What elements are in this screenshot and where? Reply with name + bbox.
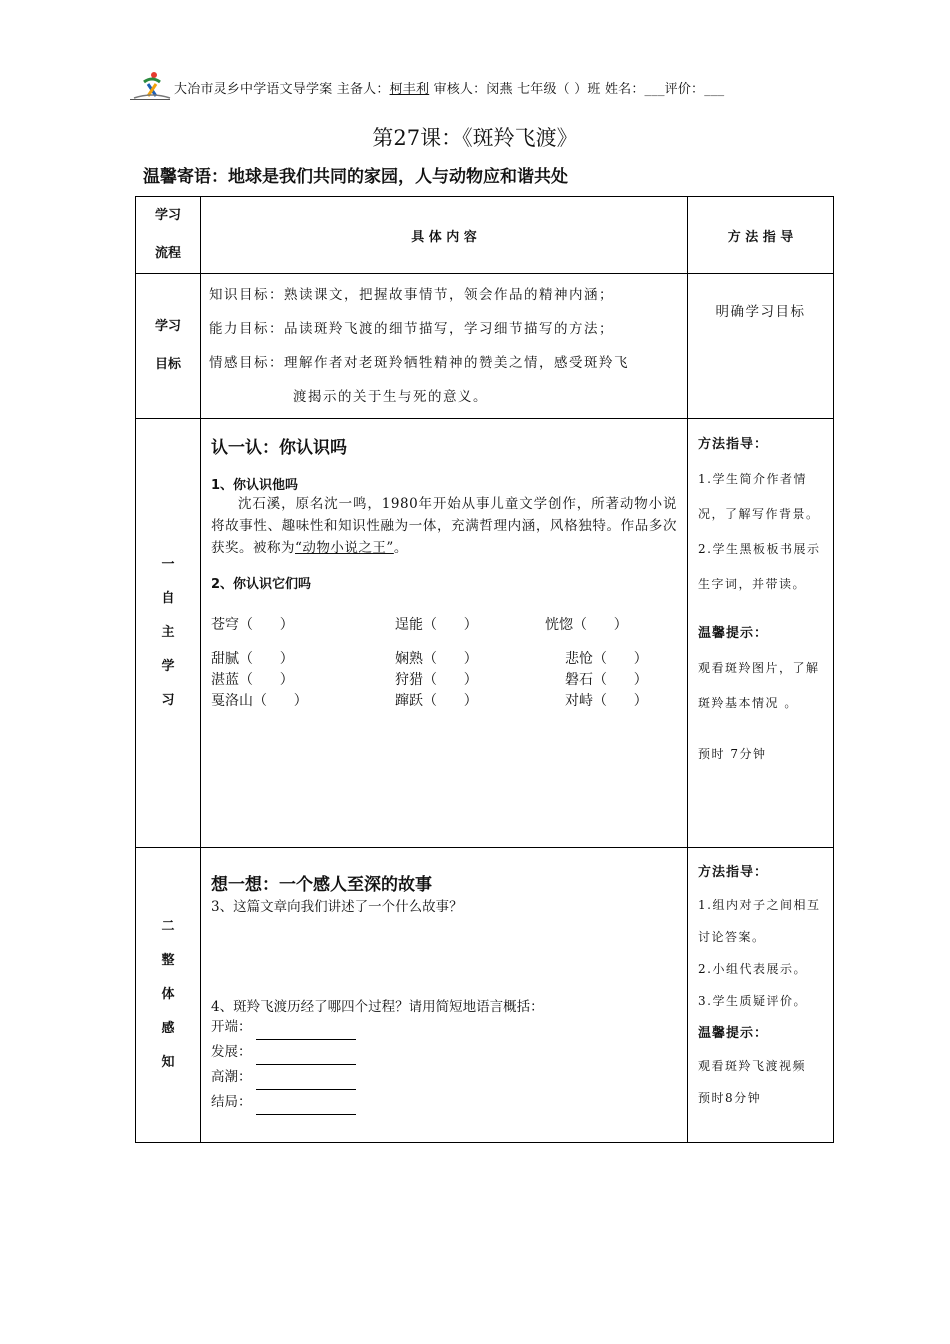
col-header-content: 具 体 内 容 <box>201 197 688 274</box>
method-item: 2.小组代表展示。 <box>698 962 807 976</box>
section1-heading: 认一认：你认识吗 <box>211 438 347 458</box>
stage-start: 开端： <box>211 1015 677 1040</box>
section2-heading: 想一想：一个感人至深的故事 <box>211 875 432 895</box>
page-title: 第27课：《斑羚飞渡》 <box>372 126 578 150</box>
goals-label: 学习 目标 <box>136 274 201 419</box>
time-estimate: 预时8分钟 <box>698 1091 762 1105</box>
vocab-item: 湛蓝（ ） <box>211 672 294 688</box>
tip-title: 温馨提示： <box>698 1026 769 1041</box>
answer-blank[interactable] <box>256 1025 356 1040</box>
answer-blank[interactable] <box>256 1050 356 1065</box>
section2-content <box>201 848 688 1143</box>
vocab-item: 磐石（ ） <box>565 672 648 688</box>
section1-content <box>201 419 688 848</box>
section1-method <box>688 419 834 848</box>
time-estimate: 预时 7分钟 <box>698 747 767 761</box>
stage-development: 发展： <box>211 1040 677 1065</box>
vocab-item: 苍穹（ ） <box>211 617 294 633</box>
page-header <box>130 70 830 106</box>
vocab-item: 狩猎（ ） <box>395 672 478 688</box>
answer-blank[interactable] <box>256 1075 356 1090</box>
question-1: 1、你认识他吗 <box>211 478 299 493</box>
method-item: 3.学生质疑评价。 <box>698 994 807 1008</box>
section2-method <box>688 848 834 1143</box>
question-4: 4、斑羚飞渡历经了哪四个过程？请用简短地语言概括： <box>211 999 544 1015</box>
vocab-item: 蹿跃（ ） <box>395 693 478 709</box>
method-item: 2.学生黑板板书展示生字词，并带读。 <box>698 542 821 591</box>
tip-title: 温馨提示： <box>698 626 769 641</box>
method-title: 方法指导： <box>698 437 769 452</box>
vocab-item: 恍惚（ ） <box>545 617 628 633</box>
lesson-table <box>135 196 834 1143</box>
col-header-flow: 学习 流程 <box>136 197 201 274</box>
stage-ending: 结局： <box>211 1090 677 1115</box>
author-intro: 沈石溪，原名沈一鸣，1980年开始从事儿童文学创作，所著动物小说将故事性、趣味性和知识性融为一体，充满哲理内涵，风格独特。作品多次获奖。被称为“动物小说之王”。 <box>211 496 677 556</box>
goal-emotion-cont: 渡揭示的关于生与死的意义。 <box>293 389 488 405</box>
vocab-grid <box>211 600 677 710</box>
tip-text: 观看斑羚图片，了解斑羚基本情况 。 <box>698 661 820 710</box>
vocab-item: 甜腻（ ） <box>211 651 294 667</box>
section2-label: 二 整 体 感 知 <box>136 848 201 1143</box>
goals-content <box>201 274 688 419</box>
question-3: 3、这篇文章向我们讲述了一个什么故事？ <box>211 899 463 915</box>
goal-knowledge: 知识目标：熟读课文，把握故事情节，领会作品的精神内涵； <box>209 287 614 303</box>
vocab-item: 戛洛山（ ） <box>211 693 308 709</box>
vocab-item: 逞能（ ） <box>395 617 478 633</box>
vocab-item: 悲怆（ ） <box>565 651 648 667</box>
tip-text: 观看斑羚飞渡视频 <box>698 1059 807 1073</box>
question-2: 2、你认识它们吗 <box>211 577 312 592</box>
goal-ability: 能力目标：品读斑羚飞渡的细节描写，学习细节描写的方法； <box>209 321 614 337</box>
motto: 温馨寄语：地球是我们共同的家园，人与动物应和谐共处 <box>143 167 568 187</box>
header-text: 大冶市灵乡中学语文导学案 主备人：柯丰利 审核人：闵燕 七年级（ ）班 姓名：___评价：___ <box>174 82 725 97</box>
vocab-item: 对峙（ ） <box>565 693 648 709</box>
stage-climax: 高潮： <box>211 1065 677 1090</box>
method-item: 1.学生简介作者情况，了解写作背景。 <box>698 472 820 521</box>
answer-blank[interactable] <box>256 1100 356 1115</box>
goals-method: 明确学习目标 <box>688 274 834 419</box>
col-header-method: 方 法 指 导 <box>688 197 834 274</box>
goal-emotion: 情感目标：理解作者对老斑羚牺牲精神的赞美之情，感受斑羚飞 <box>209 355 629 371</box>
method-item: 1.组内对子之间相互讨论答案。 <box>698 898 821 944</box>
section1-label: 一 自 主 学 习 <box>136 419 201 848</box>
method-title: 方法指导： <box>698 865 769 880</box>
school-logo-icon <box>130 70 174 102</box>
header-underline <box>130 99 170 100</box>
vocab-item: 娴熟（ ） <box>395 651 478 667</box>
